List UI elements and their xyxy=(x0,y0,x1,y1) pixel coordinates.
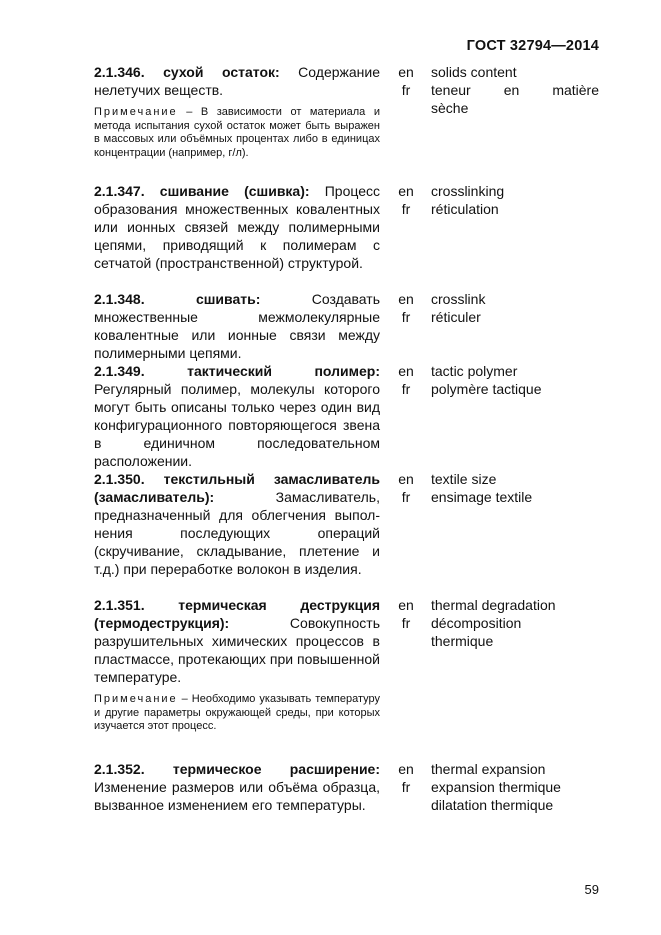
language-codes xyxy=(394,362,418,398)
equivalent-fr-2: dilatation thermique xyxy=(431,797,554,813)
lang-code-en: en xyxy=(398,471,414,487)
foreign-equivalents xyxy=(431,362,599,398)
term-number: 2.1.349. xyxy=(94,363,145,379)
lang-code-en: en xyxy=(398,291,414,307)
term-definition xyxy=(94,290,380,362)
term-name: сухой остаток: xyxy=(163,64,280,80)
term-definition-text: Содержание нелетучих веществ. xyxy=(94,64,381,98)
term-entry-346 xyxy=(94,63,604,182)
equivalent-fr: décomposition xyxy=(431,615,522,631)
foreign-equivalents xyxy=(431,596,599,650)
term-number: 2.1.352. xyxy=(94,761,145,777)
term-number: 2.1.347. xyxy=(94,183,145,199)
term-entry-349 xyxy=(94,362,604,470)
equivalent-fr: réticulation xyxy=(431,201,499,217)
equivalent-en: thermal expansion xyxy=(431,761,546,777)
term-entries xyxy=(94,63,604,840)
note-text: – Необходимо указывать температуру и другие параметры окружающей среды, при которых изучается этот процесс. xyxy=(94,693,380,732)
term-definition xyxy=(94,470,380,578)
term-entry-348 xyxy=(94,290,604,362)
term-note xyxy=(94,106,380,160)
foreign-equivalents xyxy=(431,182,599,218)
lang-code-fr: fr xyxy=(401,381,411,397)
lang-code-fr: fr xyxy=(401,779,411,795)
term-name: термическое расширение: xyxy=(172,761,380,777)
lang-code-fr: fr xyxy=(401,615,411,631)
term-number: 2.1.351. xyxy=(94,597,145,613)
foreign-equivalents xyxy=(431,470,599,506)
term-definition xyxy=(94,760,380,814)
lang-code-fr: fr xyxy=(401,489,411,505)
lang-code-fr: fr xyxy=(401,309,411,325)
term-entry-347 xyxy=(94,182,604,290)
term-name: тактический полимер: xyxy=(187,363,380,379)
equivalent-fr: teneur en matière xyxy=(431,82,599,98)
language-codes xyxy=(394,760,418,796)
term-name: термическая деструкция (термодеструкция): xyxy=(94,597,381,631)
language-codes xyxy=(394,596,418,632)
equivalent-en: crosslink xyxy=(431,291,486,307)
term-definition xyxy=(94,596,380,686)
lang-code-en: en xyxy=(398,64,414,80)
lang-code-en: en xyxy=(398,363,414,379)
lang-code-en: en xyxy=(398,761,414,777)
language-codes xyxy=(394,63,418,99)
term-name: текстильный замасливатель (замасливатель): xyxy=(94,471,380,505)
term-definition-text: Создавать множественные межмолекулярные ковалентные или ионные связи между полимерными цепями. xyxy=(94,291,380,361)
term-entry-352 xyxy=(94,760,604,840)
term-entry-350 xyxy=(94,470,604,596)
lang-code-fr: fr xyxy=(401,82,411,98)
equivalent-fr: expansion thermique xyxy=(431,779,561,795)
term-number: 2.1.346. xyxy=(94,64,145,80)
term-definition-text: Регулярный полимер, молекулы которого могут быть описаны только через один вид конфигурационного повторяющегося звена в единичном последовательном расположении. xyxy=(94,381,380,469)
equivalent-en: textile size xyxy=(431,471,497,487)
lang-code-en: en xyxy=(398,183,414,199)
lang-code-en: en xyxy=(398,597,414,613)
term-number: 2.1.348. xyxy=(94,291,145,307)
equivalent-en: solids content xyxy=(431,64,517,80)
foreign-equivalents xyxy=(431,63,599,117)
foreign-equivalents xyxy=(431,290,599,326)
language-codes xyxy=(394,290,418,326)
term-definition-text: Изменение размеров или объёма образца, вызванное изменением его температуры. xyxy=(94,779,380,813)
term-definition xyxy=(94,362,380,470)
equivalent-fr-cont: sèche xyxy=(431,100,469,116)
term-definition-text: Процесс образования множественных ковалентных или ионных связей между полимерными цепями, приводящий к полимерам с сетчатой (пространственной) структурой. xyxy=(94,183,381,271)
equivalent-fr: ensimage textile xyxy=(431,489,533,505)
term-definition xyxy=(94,63,380,99)
equivalent-fr: polymère tactique xyxy=(431,381,542,397)
term-definition-text: Совокупность разрушительных химических процессов в пластмассе, протекающих при повышенной температуре. xyxy=(94,615,380,685)
note-label: Примечание xyxy=(94,106,178,118)
lang-code-fr: fr xyxy=(401,201,411,217)
equivalent-en: tactic polymer xyxy=(431,363,518,379)
equivalent-fr-cont: thermique xyxy=(431,633,494,649)
page-number: 59 xyxy=(584,882,599,897)
term-definition-text: Замасливатель, предназначенный для облегчения выпол-нения последующих операций (скручивание, складывание, плетение и т.д.) при переработке волокон в изделия. xyxy=(94,489,380,577)
note-text: – В зависимости от материала и метода испытания сухой остаток может быть выражен в массовых или объёмных процентах либо в единицах концентрации (например, г/л). xyxy=(94,106,380,159)
term-definition xyxy=(94,182,380,272)
language-codes xyxy=(394,470,418,506)
equivalent-en: thermal degradation xyxy=(431,597,556,613)
language-codes xyxy=(394,182,418,218)
foreign-equivalents xyxy=(431,760,599,814)
term-number: 2.1.350. xyxy=(94,471,145,487)
document-header: ГОСТ 32794—2014 xyxy=(466,38,599,54)
equivalent-en: crosslinking xyxy=(431,183,505,199)
term-note xyxy=(94,693,380,734)
equivalent-fr: réticuler xyxy=(431,309,481,325)
term-name: сшивание (сшивка): xyxy=(159,183,310,199)
term-name: сшивать: xyxy=(195,291,261,307)
term-entry-351 xyxy=(94,596,604,760)
note-label: Примечание xyxy=(94,693,178,705)
